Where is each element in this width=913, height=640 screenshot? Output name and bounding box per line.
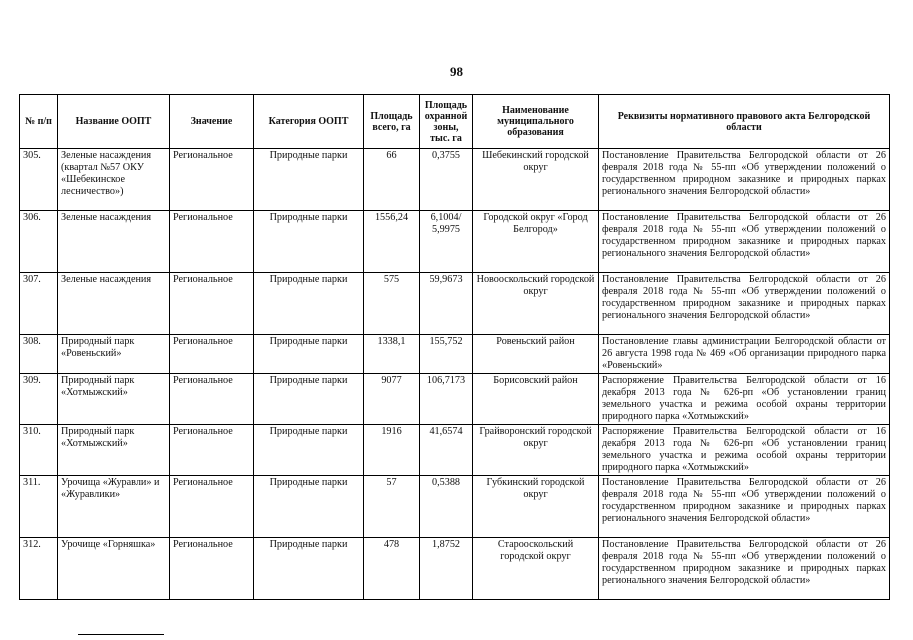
cell-act: Постановление Правительства Белгородской области от 26 февраля 2018 года № 55-пп «Об утверждении положений о государственном природном заказнике и природных парках регионального значения Белгородской области» xyxy=(599,538,890,600)
cell-area-buffer: 59,9673 xyxy=(420,273,473,335)
cell-num: 307. xyxy=(20,273,58,335)
table-row xyxy=(20,425,890,476)
cell-act: Постановление главы администрации Белгородской области от 26 августа 1998 года № 469 «Об организации природного парка «Ровеньский» xyxy=(599,335,890,374)
cell-area-buffer: 6,1004/ 5,9975 xyxy=(420,211,473,273)
table-body xyxy=(20,149,890,600)
cell-area-buffer: 0,3755 xyxy=(420,149,473,211)
table-row xyxy=(20,476,890,538)
cell-act: Постановление Правительства Белгородской области от 26 февраля 2018 года № 55-пп «Об утверждении положений о государственном природном заказнике и природных парках регионального значения Белгородской области» xyxy=(599,476,890,538)
cell-area-buffer: 155,752 xyxy=(420,335,473,374)
cell-municipality: Новооскольский городской округ xyxy=(473,273,599,335)
table-row xyxy=(20,335,890,374)
cell-municipality: Старооскольский городской округ xyxy=(473,538,599,600)
cell-municipality: Шебекинский городской округ xyxy=(473,149,599,211)
cell-name: Зеленые насаждения xyxy=(58,211,170,273)
cell-area-buffer: 41,6574 xyxy=(420,425,473,476)
header-significance: Значение xyxy=(170,95,254,149)
cell-num: 305. xyxy=(20,149,58,211)
cell-significance: Региональное xyxy=(170,149,254,211)
cell-area-total: 478 xyxy=(364,538,420,600)
cell-category: Природные парки xyxy=(254,476,364,538)
cell-act: Постановление Правительства Белгородской области от 26 февраля 2018 года № 55-пп «Об утверждении положений о государственном природном заказнике и природных парках регионального значения Белгородской области» xyxy=(599,211,890,273)
cell-act: Распоряжение Правительства Белгородской области от 16 декабря 2013 года № 626-рп «Об установлении границ земельного участка и режима особой охраны территории природного парка «Хотмыжский» xyxy=(599,374,890,425)
header-category: Категория ООПТ xyxy=(254,95,364,149)
cell-significance: Региональное xyxy=(170,335,254,374)
cell-area-total: 66 xyxy=(364,149,420,211)
cell-category: Природные парки xyxy=(254,538,364,600)
cell-municipality: Ровеньский район xyxy=(473,335,599,374)
cell-area-total: 1338,1 xyxy=(364,335,420,374)
cell-name: Урочище «Горняшка» xyxy=(58,538,170,600)
cell-area-buffer: 1,8752 xyxy=(420,538,473,600)
cell-category: Природные парки xyxy=(254,374,364,425)
cell-area-total: 1556,24 xyxy=(364,211,420,273)
table-row xyxy=(20,538,890,600)
page-number: 98 xyxy=(450,64,463,79)
cell-num: 312. xyxy=(20,538,58,600)
cell-significance: Региональное xyxy=(170,538,254,600)
header-name: Название ООПТ xyxy=(58,95,170,149)
header-municipality: Наименование муниципального образования xyxy=(473,95,599,149)
cell-num: 311. xyxy=(20,476,58,538)
cell-name: Природный парк «Хотмыжский» xyxy=(58,374,170,425)
table-header-row xyxy=(20,95,890,149)
cell-area-total: 57 xyxy=(364,476,420,538)
table-row xyxy=(20,149,890,211)
cell-category: Природные парки xyxy=(254,335,364,374)
cell-num: 310. xyxy=(20,425,58,476)
cell-act: Постановление Правительства Белгородской области от 26 февраля 2018 года № 55-пп «Об утверждении положений о государственном природном заказнике и природных парках регионального значения Белгородской области» xyxy=(599,149,890,211)
cell-municipality: Губкинский городской округ xyxy=(473,476,599,538)
protected-areas-table xyxy=(19,94,890,600)
header-area-total: Площадь всего, га xyxy=(364,95,420,149)
cell-num: 306. xyxy=(20,211,58,273)
cell-act: Распоряжение Правительства Белгородской области от 16 декабря 2013 года № 626-рп «Об установлении границ земельного участка и режима особой охраны территории природного парка «Хотмыжский» xyxy=(599,425,890,476)
cell-significance: Региональное xyxy=(170,273,254,335)
cell-area-buffer: 106,7173 xyxy=(420,374,473,425)
cell-name: Урочища «Журавли» и «Журавлики» xyxy=(58,476,170,538)
cell-name: Зеленые насаждения (квартал №57 ОКУ «Шебекинское лесничество») xyxy=(58,149,170,211)
cell-category: Природные парки xyxy=(254,425,364,476)
table-row xyxy=(20,211,890,273)
cell-significance: Региональное xyxy=(170,425,254,476)
cell-significance: Региональное xyxy=(170,476,254,538)
cell-area-total: 575 xyxy=(364,273,420,335)
cell-municipality: Грайворонский городской округ xyxy=(473,425,599,476)
cell-name: Природный парк «Ровеньский» xyxy=(58,335,170,374)
cell-municipality: Борисовский район xyxy=(473,374,599,425)
table-row xyxy=(20,374,890,425)
cell-name: Зеленые насаждения xyxy=(58,273,170,335)
cell-category: Природные парки xyxy=(254,211,364,273)
header-act: Реквизиты нормативного правового акта Белгородской области xyxy=(599,95,890,149)
table-row xyxy=(20,273,890,335)
cell-area-buffer: 0,5388 xyxy=(420,476,473,538)
cell-municipality: Городской округ «Город Белгород» xyxy=(473,211,599,273)
cell-num: 309. xyxy=(20,374,58,425)
cell-area-total: 9077 xyxy=(364,374,420,425)
cell-act: Постановление Правительства Белгородской области от 26 февраля 2018 года № 55-пп «Об утверждении положений о государственном природном заказнике и природных парках регионального значения Белгородской области» xyxy=(599,273,890,335)
cell-category: Природные парки xyxy=(254,273,364,335)
footnote-separator-line xyxy=(78,634,164,635)
header-num: № п/п xyxy=(20,95,58,149)
cell-name: Природный парк «Хотмыжский» xyxy=(58,425,170,476)
cell-area-total: 1916 xyxy=(364,425,420,476)
cell-num: 308. xyxy=(20,335,58,374)
header-area-buffer: Площадь охранной зоны, тыс. га xyxy=(420,95,473,149)
cell-significance: Региональное xyxy=(170,211,254,273)
cell-significance: Региональное xyxy=(170,374,254,425)
cell-category: Природные парки xyxy=(254,149,364,211)
